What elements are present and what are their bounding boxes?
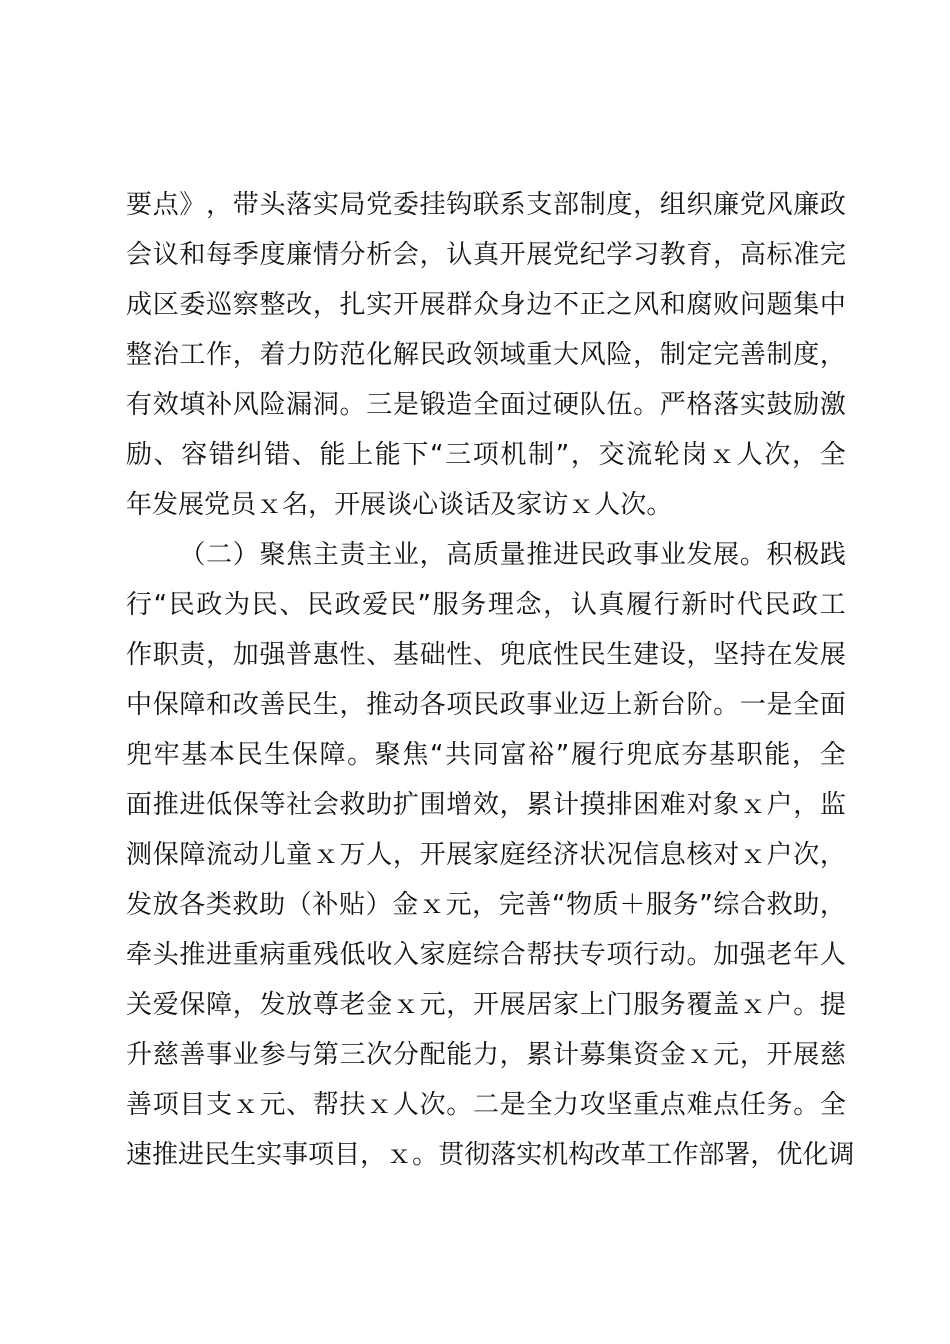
text-line: 发 放 各 类 救 助 （ 补 贴 ） 金 ｘ 元 ， 完 善 “ 物 质 ＋ 服 务 ” 综 合 救 助 ，: [126, 890, 846, 920]
text-line: 关 爱 保 障 ， 发 放 尊 老 金 ｘ 元 ， 开 展 居 家 上 门 服 务 覆 盖 ｘ 户 。 提: [126, 990, 846, 1020]
text-line: 兜 牢 基 本 民 生 保 障 。 聚 焦 “ 共 同 富 裕 ” 履 行 兜 底 夯 基 职 能 ， 全: [126, 740, 846, 770]
text-line: 会 议 和 每 季 度 廉 情 分 析 会 ， 认 真 开 展 党 纪 学 习 教 育 ， 高 标 准 完: [126, 240, 846, 270]
text-line: （ 二 ） 聚 焦 主 责 主 业 ， 高 质 量 推 进 民 政 事 业 发 展 。 积 极 践: [179, 540, 846, 570]
text-line: 有 效 填 补 风 险 漏 洞 。 三 是 锻 造 全 面 过 硬 队 伍 。 严 格 落 实 鼓 励 激: [126, 390, 846, 420]
text-line: 成 区 委 巡 察 整 改 ， 扎 实 开 展 群 众 身 边 不 正 之 风 和 腐 败 问 题 集 中: [126, 290, 846, 320]
text-line: 升 慈 善 事 业 参 与 第 三 次 分 配 能 力 ， 累 计 募 集 资 金 ｘ 元 ， 开 展 慈: [126, 1040, 846, 1070]
text-line: 要 点 》 ， 带 头 落 实 局 党 委 挂 钩 联 系 支 部 制 度 ， 组 织 廉 党 风 廉 政: [126, 190, 846, 220]
text-line: 牵 头 推 进 重 病 重 残 低 收 入 家 庭 综 合 帮 扶 专 项 行 动 。 加 强 老 年 人: [126, 940, 846, 970]
body-text: [126, 180, 855, 1180]
text-line: 测 保 障 流 动 儿 童 ｘ 万 人 ， 开 展 家 庭 经 济 状 况 信 息 核 对 ｘ 户 次 ，: [126, 840, 846, 870]
text-line: 中 保 障 和 改 善 民 生 ， 推 动 各 项 民 政 事 业 迈 上 新 台 阶 。 一 是 全 面: [126, 690, 846, 720]
text-line: 面 推 进 低 保 等 社 会 救 助 扩 围 增 效 ， 累 计 摸 排 困 难 对 象 ｘ 户 ， 监: [126, 790, 846, 820]
text-line: 作 职 责 ， 加 强 普 惠 性 、 基 础 性 、 兜 底 性 民 生 建 设 ， 坚 持 在 发 展: [126, 640, 846, 670]
text-line: 行 “ 民 政 为 民 、 民 政 爱 民 ” 服 务 理 念 ， 认 真 履 行 新 时 代 民 政 工: [126, 590, 846, 620]
text-line: 励 、 容 错 纠 错 、 能 上 能 下 “ 三 项 机 制 ” ， 交 流 轮 岗 ｘ 人 次 ， 全: [126, 440, 846, 470]
text-line: 整 治 工 作 ， 着 力 防 范 化 解 民 政 领 域 重 大 风 险 ， 制 定 完 善 制 度 ，: [126, 340, 846, 370]
text-line: 年 发 展 党 员 ｘ 名 ， 开 展 谈 心 谈 话 及 家 访 ｘ 人 次 。: [126, 490, 673, 520]
text-line: 速 推 进 民 生 实 事 项 目 ， ｘ 。 贯 彻 落 实 机 构 改 革 工 作 部 署 ， 优 化 调: [126, 1140, 855, 1170]
text-line: 善 项 目 支 ｘ 元 、 帮 扶 ｘ 人 次 。 二 是 全 力 攻 坚 重 点 难 点 任 务 。 全: [126, 1090, 846, 1120]
